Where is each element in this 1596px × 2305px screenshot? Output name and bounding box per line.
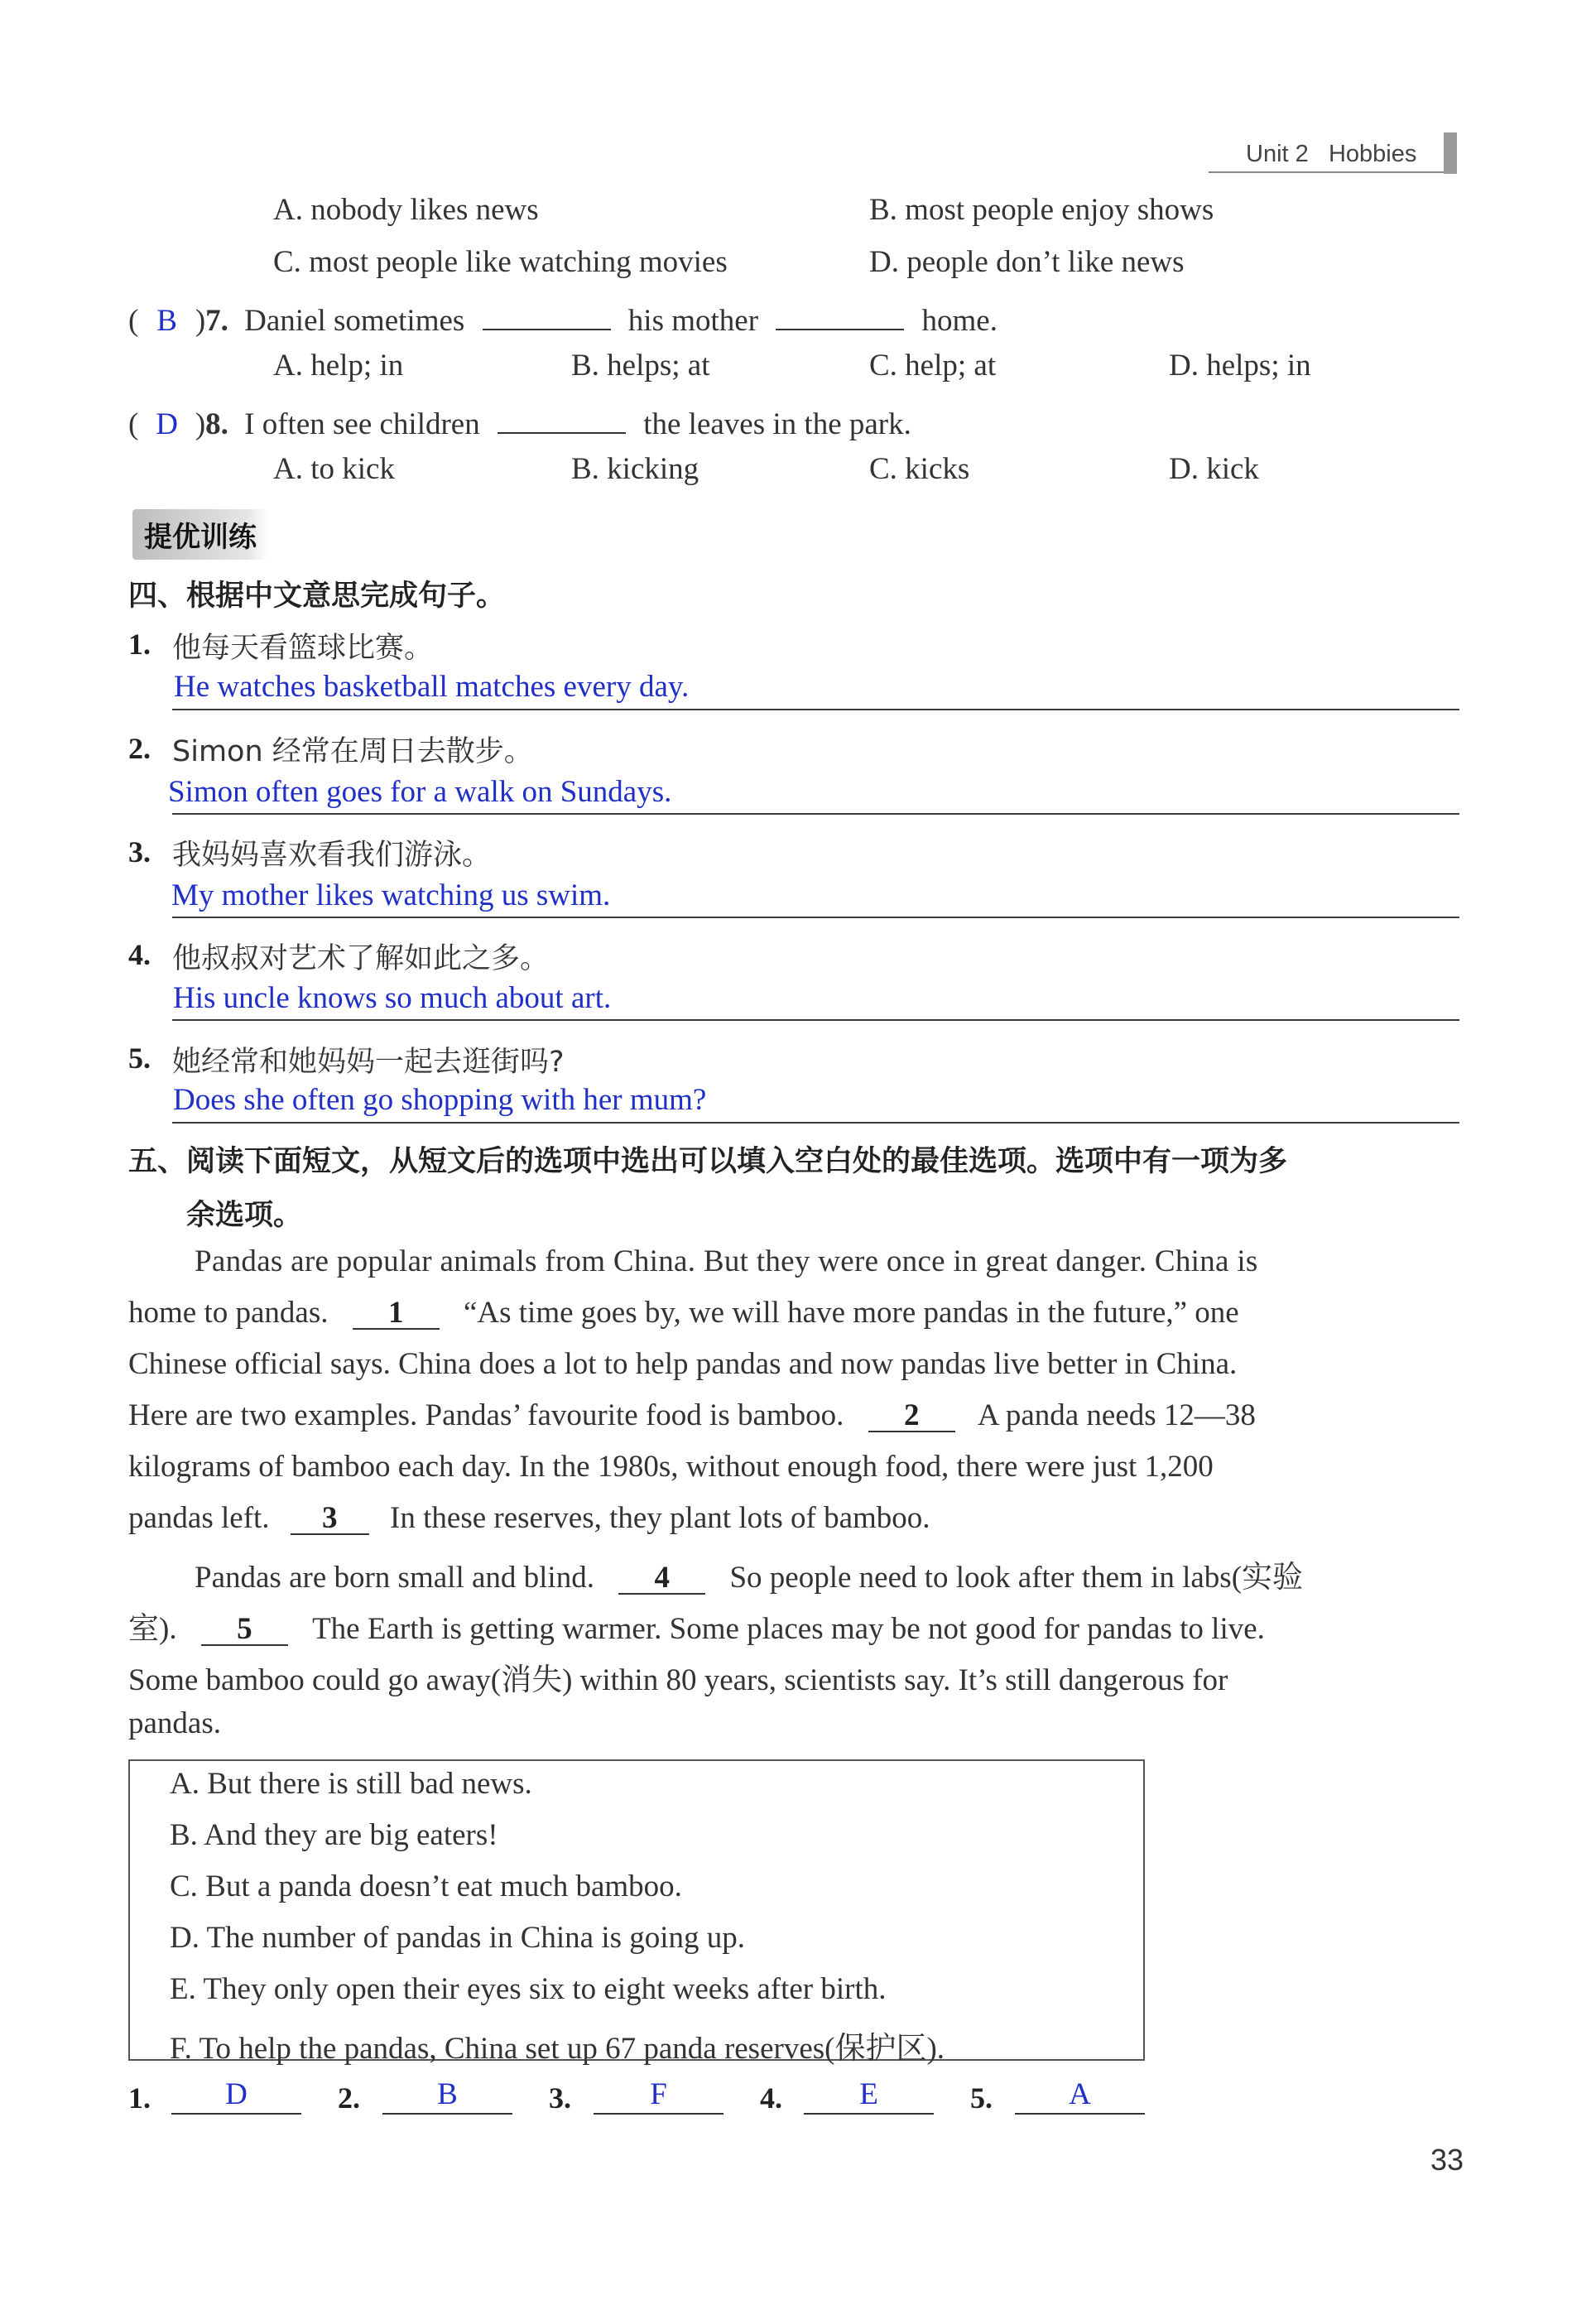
q6-option-b: B. most people enjoy shows [869,193,1214,227]
answer-blank-5: A [1015,2076,1145,2115]
q8-option-c: C. kicks [869,452,970,486]
q7-option-d: D. helps; in [1169,349,1311,383]
answer-line [172,1122,1459,1124]
q6-option-d: D. people don’t like news [869,245,1185,279]
part5-title-line2: 余选项。 [186,1199,303,1232]
q8-option-b: B. kicking [571,452,699,486]
option-d: D. The number of pandas in China is going up. [170,1921,746,1955]
q7-row: ( B )7. Daniel sometimes his mother home. [128,296,997,339]
q7-option-a: A. help; in [273,349,404,383]
part4-item-answer: Does she often go shopping with her mum? [173,1083,707,1117]
q7-option-b: B. helps; at [571,349,710,383]
part4-item-answer: Simon often goes for a walk on Sundays. [168,775,672,809]
q7-answer: B [156,304,177,338]
passage-line: pandas. [128,1706,221,1740]
part4-item-cn: 我妈妈喜欢看我们游泳。 [172,839,492,872]
answer-line [172,917,1459,918]
answer-blank-2: B [382,2076,512,2115]
part4-title: 四、根据中文意思完成句子。 [128,580,506,613]
options-box [128,1759,1145,2061]
passage-blank-5: 5 [201,1611,288,1646]
passage-blank-2: 2 [868,1398,955,1432]
header-unit: Unit 2 Hobbies [1246,141,1417,167]
answer-blank-4: E [804,2076,934,2115]
part4-item-answer: My mother likes watching us swim. [171,878,611,912]
passage-blank-3: 3 [291,1500,369,1535]
option-c: C. But a panda doesn’t eat much bamboo. [170,1870,682,1903]
passage-blank-1: 1 [353,1295,440,1330]
q7-blank-1 [483,296,611,330]
answer-line [172,709,1459,710]
q6-option-a: A. nobody likes news [273,193,539,227]
header-tab [1444,132,1457,174]
part4-item-cn: 他每天看篮球比赛。 [172,632,434,665]
section-tag: 提优训练 [132,509,268,560]
q7-blank-2 [776,296,904,330]
q7-option-c: C. help; at [869,349,997,383]
q6-option-c: C. most people like watching movies [273,245,728,279]
passage-line: Pandas are born small and blind. 4 So people need to look after them in labs(实验 [195,1561,1304,1595]
option-a: A. But there is still bad news. [170,1767,532,1801]
answer-blank-3: F [594,2076,723,2115]
option-e: E. They only open their eyes six to eight weeks after birth. [170,1972,887,2006]
passage-line: Chinese official says. China does a lot to help pandas and now pandas live better in China. [128,1347,1238,1381]
passage-line: home to pandas. 1 “As time goes by, we will have more pandas in the future,” one [128,1296,1239,1330]
option-f: F. To help the pandas, China set up 67 panda reserves(保护区). [170,2032,945,2066]
q8-blank [498,399,626,434]
answer-line [172,1019,1459,1021]
q8-option-d: D. kick [1169,452,1259,486]
passage-line: Pandas are popular animals from China. But they were once in great danger. China is [195,1244,1258,1278]
page-number: 33 [1430,2143,1464,2177]
part4-item-cn: Simon 经常在周日去散步。 [172,735,533,768]
passage-line: Here are two examples. Pandas’ favourite food is bamboo. 2 A panda needs 12—38 [128,1398,1256,1432]
passage-line: Some bamboo could go away(消失) within 80 years, scientists say. It’s still dangerous for [128,1663,1228,1697]
answer-line [172,813,1459,815]
q8-answer: D [156,407,178,441]
part4-item-answer: He watches basketball matches every day. [174,670,690,704]
passage-line: pandas left. 3 In these reserves, they plant lots of bamboo. [128,1501,930,1535]
option-b: B. And they are big eaters! [170,1818,498,1852]
part4-item-answer: His uncle knows so much about art. [173,981,612,1015]
q8-option-a: A. to kick [273,452,395,486]
q8-row: ( D )8. I often see children the leaves in the park. [128,399,911,442]
passage-line: kilograms of bamboo each day. In the 1980s, without enough food, there were just 1,200 [128,1450,1214,1484]
answer-blank-1: D [171,2076,301,2115]
passage-line: 室). 5 The Earth is getting warmer. Some places may be not good for pandas to live. [128,1612,1265,1646]
part4-item-cn: 她经常和她妈妈一起去逛街吗? [172,1046,565,1079]
part5-title-line1: 五、阅读下面短文，从短文后的选项中选出可以填入空白处的最佳选项。选项中有一项为多 [128,1145,1288,1178]
passage-blank-4: 4 [618,1560,705,1595]
header-rule [1209,171,1457,173]
part4-item-cn: 他叔叔对艺术了解如此之多。 [172,942,550,975]
